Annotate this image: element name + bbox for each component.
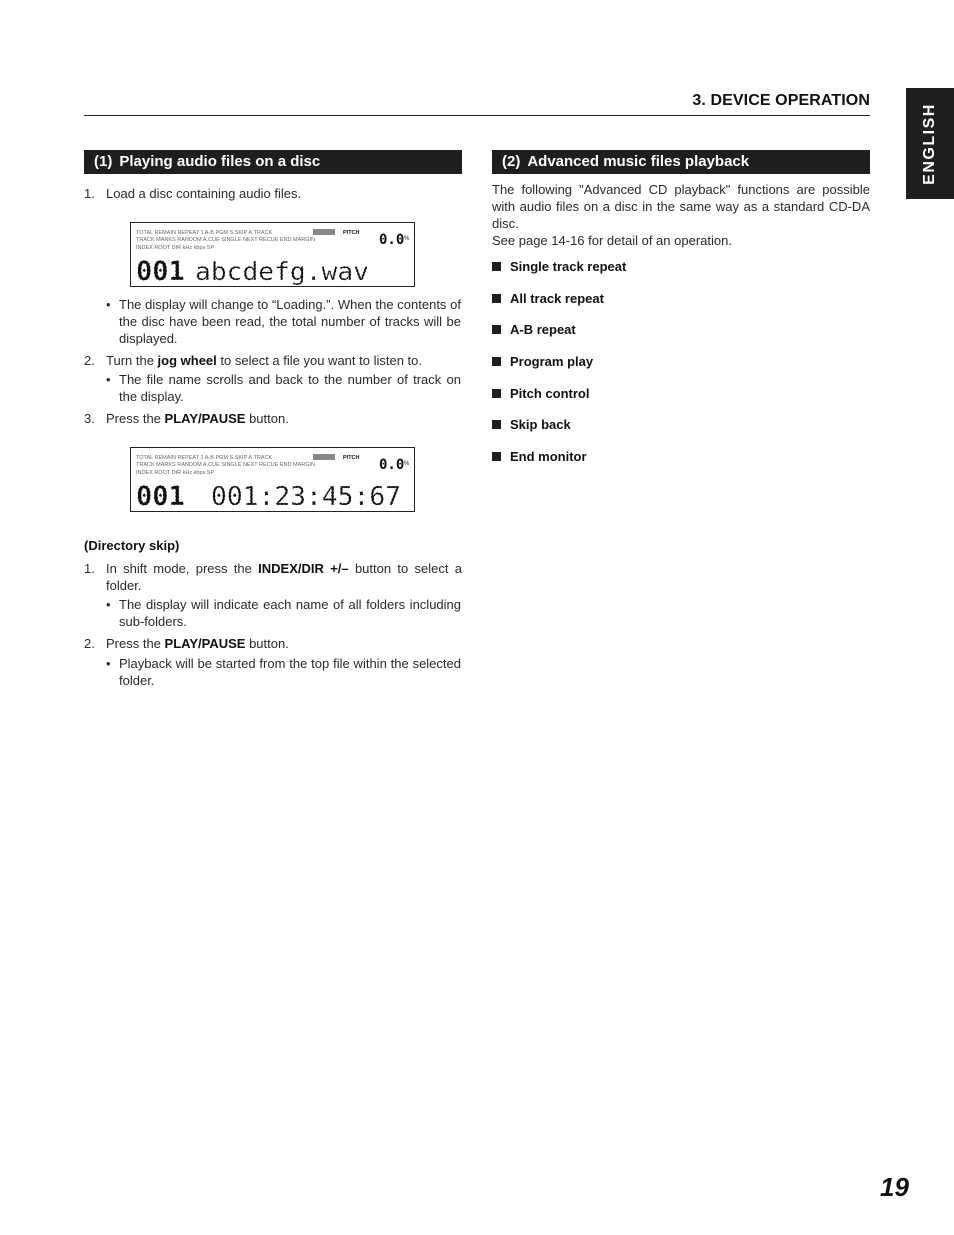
page-number: 19: [880, 1172, 909, 1202]
dir-step-1-number: 1.: [84, 561, 95, 576]
lcd-indicator-row-2: TRACK MARKS RANDOM A.CUE SINGLE NEXT RECUE END MARGIN: [136, 237, 315, 243]
lcd-track-number: 001: [136, 256, 185, 286]
language-tab-label: ENGLISH: [921, 102, 938, 185]
feature-single-track-repeat: [492, 259, 626, 274]
step-2-text: [106, 352, 462, 369]
feature-ab-repeat: [492, 322, 576, 337]
lcd-mode-indicator: [313, 229, 335, 235]
right-heading-number: (2): [502, 153, 521, 170]
bullet-filename-text: The file name scrolls and back to the number of track on the display.: [119, 372, 461, 404]
step-1-number: 1.: [84, 186, 95, 201]
feature-program-play: [492, 354, 593, 369]
play-pause-label: PLAY/PAUSE: [164, 636, 246, 651]
step-2-number: 2.: [84, 353, 95, 368]
section-title: 3. DEVICE OPERATION: [692, 92, 870, 109]
dir-step-2-number: 2.: [84, 636, 95, 651]
dir-step-1-text-post: button to select a folder.: [106, 561, 463, 593]
lcd-mode-indicator: [313, 454, 335, 460]
bullet-playback-text: Playback will be started from the top file within the selected folder.: [119, 656, 461, 688]
lcd-percent: %: [404, 236, 410, 242]
lcd-display-playing: [130, 447, 415, 512]
lcd-track-number: 001: [136, 481, 185, 511]
bullet-square-icon: [492, 389, 501, 398]
step-2-text-post: to select a file you want to listen to.: [216, 353, 423, 368]
right-heading-text: Advanced music files playback: [527, 153, 750, 170]
left-heading-number: (1): [94, 153, 113, 170]
dir-step-2-text: [106, 635, 462, 652]
right-section-heading: [492, 150, 870, 174]
bullet-dot: •: [106, 597, 111, 612]
lcd-indicator-row-3: INDEX ROOT DIR kHz kbps SP: [136, 470, 215, 476]
left-section-heading: [84, 150, 462, 174]
lcd-time-readout: 001:23:45:67: [211, 482, 401, 511]
step-3-number: 3.: [84, 411, 95, 426]
bullet-dot: •: [106, 656, 111, 671]
step-3-text-post: button.: [245, 411, 289, 426]
bullet-square-icon: [492, 262, 501, 271]
dir-step-2-text-post: button.: [245, 636, 289, 651]
lcd-pitch-label: PITCH: [343, 455, 360, 461]
language-tab: [906, 88, 954, 199]
lcd-pitch-value: 0.0: [379, 232, 405, 248]
index-dir-label: INDEX/DIR +/–: [258, 561, 349, 576]
bullet-square-icon: [492, 452, 501, 461]
feature-pitch-control: [492, 386, 589, 401]
header-rule: [84, 115, 870, 116]
lcd-indicator-row-1: TOTAL REMAIN REPEAT 1 A-B PGM S.SKIP A.TRACK: [136, 455, 273, 461]
feature-label: Pitch control: [510, 386, 590, 401]
dir-step-2-text-pre: Press the: [106, 636, 165, 651]
lcd-pitch-label: PITCH: [343, 230, 360, 236]
directory-skip-heading: (Directory skip): [84, 538, 180, 553]
lcd-percent: %: [404, 461, 410, 467]
feature-label: End monitor: [510, 449, 587, 464]
lcd-indicator-row-1: TOTAL REMAIN REPEAT 1 A-B PGM S.SKIP A.TRACK: [136, 230, 273, 236]
step-2-text-pre: Turn the: [106, 353, 158, 368]
feature-label: Skip back: [510, 417, 571, 432]
bullet-dot: •: [106, 297, 111, 312]
lcd-file-name: abcdefg.wav: [195, 257, 369, 286]
feature-skip-back: [492, 417, 571, 432]
jog-wheel-label: jog wheel: [157, 353, 217, 368]
bullet-folders-text: The display will indicate each name of all folders including sub-folders.: [119, 597, 461, 629]
left-heading-text: Playing audio files on a disc: [119, 153, 321, 170]
step-3-text-pre: Press the: [106, 411, 165, 426]
bullet-square-icon: [492, 325, 501, 334]
advanced-intro-text: The following "Advanced CD playback" functions are possible with audio files on a disc in the same way as a standard CD-DA disc.: [492, 182, 870, 231]
feature-all-track-repeat: [492, 291, 604, 306]
bullet-dot: •: [106, 372, 111, 387]
lcd-indicator-row-2: TRACK MARKS RANDOM A.CUE SINGLE NEXT RECUE END MARGIN: [136, 462, 315, 468]
dir-step-1-text-pre: In shift mode, press the: [106, 561, 259, 576]
step-1-text: Load a disc containing audio files.: [106, 186, 302, 201]
feature-label: All track repeat: [510, 291, 604, 306]
lcd-display-loading: [130, 222, 415, 287]
dir-step-1-text: [106, 560, 462, 594]
bullet-loading-text: The display will change to “Loading.”. When the contents of the disc have been read, the total number of tracks will be displayed.: [119, 297, 461, 346]
bullet-square-icon: [492, 357, 501, 366]
bullet-square-icon: [492, 294, 501, 303]
bullet-square-icon: [492, 420, 501, 429]
feature-label: Single track repeat: [510, 259, 627, 274]
step-3-text: [106, 410, 462, 427]
feature-end-monitor: [492, 449, 587, 464]
play-pause-label: PLAY/PAUSE: [164, 411, 246, 426]
feature-label: A-B repeat: [510, 322, 576, 337]
see-page-text: See page 14-16 for detail of an operation.: [492, 233, 732, 248]
feature-label: Program play: [510, 354, 594, 369]
lcd-indicator-row-3: INDEX ROOT DIR kHz kbps SP: [136, 245, 215, 251]
lcd-pitch-value: 0.0: [379, 457, 405, 473]
